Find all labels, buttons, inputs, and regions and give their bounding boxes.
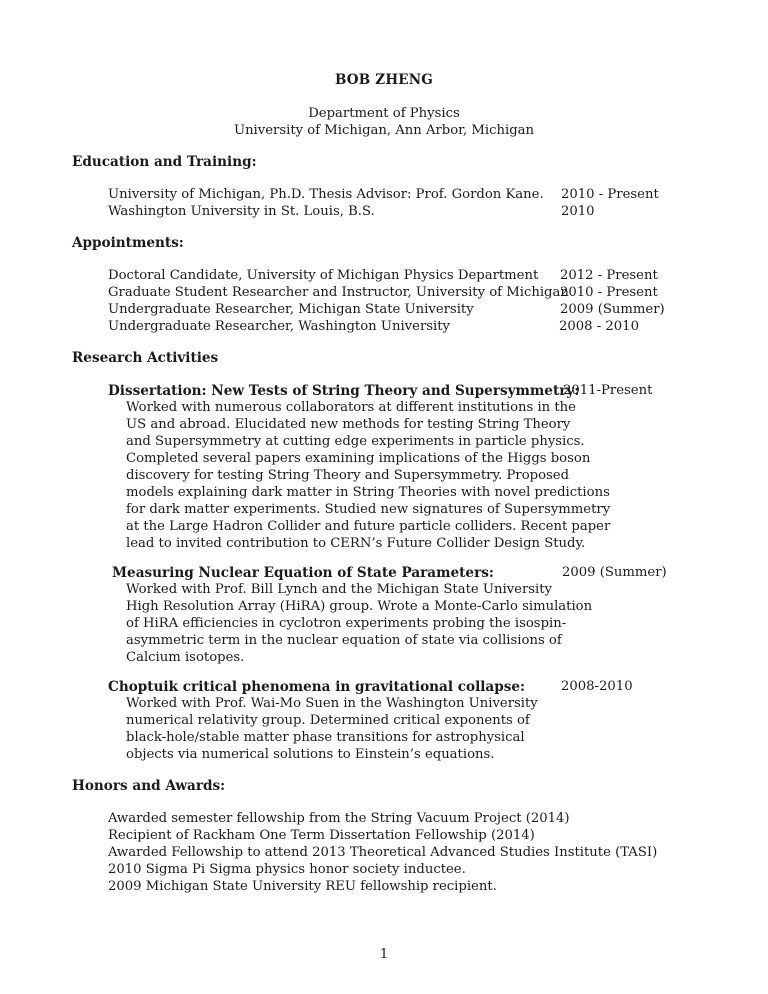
project-line: High Resolution Array (HiRA) group. Wrote a Monte-Carlo simulation [126, 599, 593, 614]
research-heading: Research Activities [72, 350, 219, 366]
appointment-item: Undergraduate Researcher, Washington University [108, 319, 450, 334]
project-line: for dark matter experiments. Studied new signatures of Supersymmetry [126, 502, 611, 517]
education-item: Washington University in St. Louis, B.S. [108, 204, 375, 219]
project-line: models explaining dark matter in String Theories with novel predictions [126, 485, 610, 500]
honors-heading: Honors and Awards: [72, 778, 226, 794]
page-number: 1 [379, 947, 389, 962]
education-date: 2010 - Present [561, 187, 659, 202]
education-item: University of Michigan, Ph.D. Thesis Advisor: Prof. Gordon Kane. [108, 187, 544, 202]
project-line: Worked with Prof. Bill Lynch and the Michigan State University [126, 582, 553, 597]
project-line: discovery for testing String Theory and Supersymmetry. Proposed [126, 468, 570, 483]
project-line: of HiRA efficiencies in cyclotron experiments probing the isospin- [126, 616, 567, 631]
project-line: US and abroad. Elucidated new methods for testing String Theory [126, 417, 571, 432]
project-line: Worked with Prof. Wai-Mo Suen in the Washington University [126, 696, 538, 711]
appointments-heading: Appointments: [72, 235, 184, 251]
project-line: objects via numerical solutions to Einstein’s equations. [126, 747, 495, 762]
appointment-date: 2010 - Present [560, 285, 658, 300]
project-line: and Supersymmetry at cutting edge experiments in particle physics. [126, 434, 585, 449]
project-line: Worked with numerous collaborators at different institutions in the [126, 400, 576, 415]
honor-item: Awarded Fellowship to attend 2013 Theoretical Advanced Studies Institute (TASI) [108, 845, 658, 860]
project-title: Dissertation: New Tests of String Theory and Supersymmetry: [108, 383, 580, 399]
project-line: Completed several papers examining implications of the Higgs boson [126, 451, 591, 466]
education-heading: Education and Training: [72, 154, 257, 170]
project-line: Calcium isotopes. [126, 650, 245, 665]
appointment-date: 2008 - 2010 [559, 319, 639, 334]
honor-item: 2010 Sigma Pi Sigma physics honor society inductee. [108, 862, 466, 877]
project-date: 2008-2010 [561, 679, 633, 694]
project-line: lead to invited contribution to CERN’s Future Collider Design Study. [126, 536, 586, 551]
appointment-date: 2009 (Summer) [560, 302, 665, 317]
project-title: Choptuik critical phenomena in gravitational collapse: [108, 679, 526, 695]
project-line: at the Large Hadron Collider and future particle colliders. Recent paper [126, 519, 611, 534]
appointment-item: Doctoral Candidate, University of Michigan Physics Department [108, 268, 539, 283]
honor-item: Recipient of Rackham One Term Dissertation Fellowship (2014) [108, 828, 535, 843]
project-line: asymmetric term in the nuclear equation of state via collisions of [126, 633, 562, 648]
project-date: 2009 (Summer) [562, 565, 667, 580]
resume-name: BOB ZHENG [334, 72, 434, 88]
project-line: numerical relativity group. Determined critical exponents of [126, 713, 530, 728]
project-line: black-hole/stable matter phase transitions for astrophysical [126, 730, 525, 745]
department: Department of Physics [308, 106, 460, 121]
honor-item: 2009 Michigan State University REU fellowship recipient. [108, 879, 497, 894]
university: University of Michigan, Ann Arbor, Michigan [233, 123, 535, 138]
project-title: Measuring Nuclear Equation of State Parameters: [112, 565, 494, 581]
honor-item: Awarded semester fellowship from the String Vacuum Project (2014) [108, 811, 570, 826]
appointment-item: Graduate Student Researcher and Instructor, University of Michigan [108, 285, 569, 300]
project-date: 2011-Present [563, 383, 653, 398]
appointment-item: Undergraduate Researcher, Michigan State University [108, 302, 474, 317]
appointment-date: 2012 - Present [560, 268, 658, 283]
education-date: 2010 [561, 204, 595, 219]
